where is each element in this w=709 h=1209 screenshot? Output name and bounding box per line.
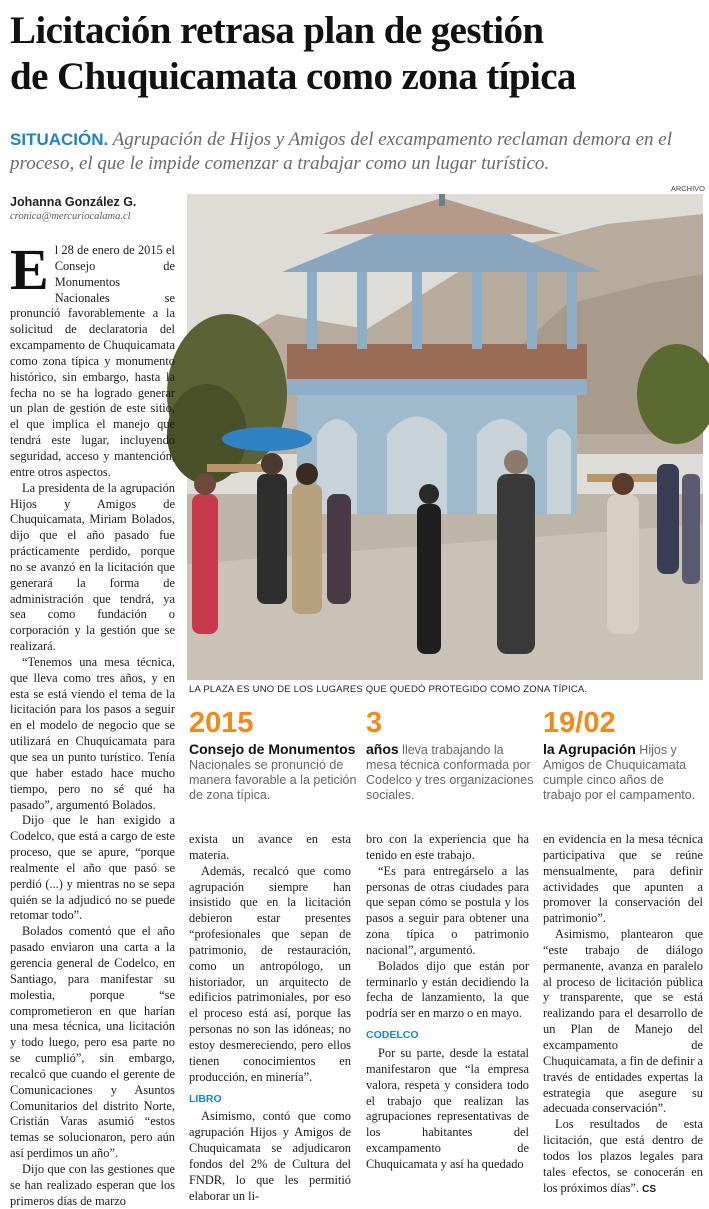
- paragraph: “Tenemos una mesa técnica, que lleva como tres años, y en esta se está viendo el tema de la licitación para los pasos a seguir en el modelo de negocio que se utilizará en Chuquicamata para que sea un punto turístico. Tenía que haber estado hace mucho tiempo, pero no sé qué ha pasado”, argumentó Bolados.: [10, 654, 175, 812]
- kicker: [10, 128, 702, 176]
- end-mark: CS: [642, 1183, 657, 1195]
- paragraph: Por su parte, desde la estatal manifestaron que “la empresa valora, respeta y considera todo el trabajo que realizan las agrupaciones representativas de los habitantes del excampamento de Chuquicamata y así ha quedado: [366, 1045, 529, 1171]
- article-column-1: [10, 237, 175, 1208]
- stat-lead: años: [366, 741, 399, 757]
- paragraph: El 28 de enero de 2015 el Consejo de Monumentos Nacionales se pronunció favorablemente a la solicitud de declaratoria del excampamento de Chuquicamata como zona típica y monumento histórico, sin embargo, hasta la fecha no se ha logrado generar un plan de gestión de este sitio, el que implica el manejo que tendrá este lugar, incluyendo seguridad, acceso y mantención, entre otros aspectos.: [10, 237, 175, 479]
- photo-credit: ARCHIVO: [670, 184, 705, 193]
- paragraph: Los resultados de esta licitación, que está dentro de todos los plazos legales para tales efectos, se conocerán en los próximos días”. CS: [543, 1117, 703, 1195]
- author-email: cronica@mercuriocalama.cl: [10, 211, 131, 222]
- stat-number: 19/02: [543, 707, 616, 739]
- photo-caption: LA PLAZA ES UNO DE LOS LUGARES QUE QUEDÓ PROTEGIDO COMO ZONA TÍPICA.: [189, 684, 588, 695]
- subhead-libro: LIBRO: [189, 1092, 222, 1105]
- headline-line-1: Licitación retrasa plan de gestión: [10, 9, 544, 52]
- stat-rest: Nacionales se pronunció de manera favorable a la petición de zona típica.: [189, 758, 357, 802]
- stat-19-02: [543, 706, 703, 803]
- plaza-photo: [187, 194, 703, 680]
- stat-description: [366, 742, 536, 803]
- paragraph: La presidenta de la agrupación Hijos y Amigos de Chuquicamata, Miriam Bolados, dijo que el año pasado fue prácticamente perdido, porque no se avanzó en la licitación que generará la forma de administración que tendrá, ya sea como fundación o corporación y la gestión que se realizará.: [10, 480, 175, 654]
- paragraph: Bolados dijo que están por terminarlo y están decidiendo la fecha de lanzamiento, la que podría ser en marzo o en mayo.: [366, 958, 529, 1021]
- paragraph: Asimismo, plantearon que “este trabajo de diálogo permanente, avanza en paralelo al proceso de licitación pública y transparente, que se está realizando para el desarrollo de un Plan de Manejo del excampamento de Chuquicamata, a fin de definir a través de entidades expertas la estrategia que asegure su adecuada conservación”.: [543, 927, 703, 1116]
- stat-rest: lleva trabajando la mesa técnica conformada por Codelco y tres organizaciones sociales.: [366, 743, 534, 802]
- paragraph: en evidencia en la mesa técnica participativa que se reúne mensualmente, para definir actividades que apunten a promover la conservación del patrimonio”.: [543, 832, 703, 926]
- paragraph: exista un avance en esta materia.: [189, 832, 351, 862]
- headline: [10, 8, 702, 100]
- paragraph: Dijo que le han exigido a Codelco, que está a cargo de este proceso, que se apure, “porque realmente el año que pasó se perdió (...) y mientras no se sepa quién se la adjudicó no se puede retomar todo”.: [10, 813, 175, 923]
- paragraph: Dijo que con las gestiones que se han realizado esperan que los primeros días de marzo: [10, 1161, 175, 1208]
- paragraph: “Es para entregárselo a las personas de otras ciudades para que sepan cómo se postula y los pasos a seguir para obtener una zona típica o patrimonio nacional”, argumentó.: [366, 863, 529, 957]
- stat-number: 3: [366, 707, 383, 739]
- paragraph: Además, recalcó que como agrupación siempre han insistido que en la licitación debieron estar presentes “profesionales que sepan de patrimonio, de restauración, como un antropólogo, un historiador, un arquitecto de edificios patrimoniales, por eso el proceso está así, porque las personas no son las idóneas; no estoy desmereciendo, pero ellos tienen conocimientos en producción, en minería”.: [189, 863, 351, 1084]
- stat-number: 2015: [189, 707, 254, 739]
- article-column-4: [543, 832, 703, 1195]
- headline-line-2: de Chuquicamata como zona típica: [10, 55, 576, 98]
- stat-description: [189, 742, 359, 803]
- kicker-label: SITUACIÓN.: [10, 130, 109, 149]
- stat-lead: la Agrupación: [543, 741, 636, 757]
- stat-lead: Consejo de Monumentos: [189, 741, 356, 757]
- article-column-3: [366, 832, 529, 1175]
- drop-cap: E: [10, 237, 49, 302]
- paragraph: bro con la experiencia que ha tenido en este trabajo.: [366, 832, 529, 862]
- stat-2015: [189, 706, 359, 803]
- author-name: Johanna González G.: [10, 195, 137, 209]
- paragraph: Asimismo, contó que como agrupación Hijos y Amigos de Chuquicamata se adjudicaron fondos del 2% de Cultura del FNDR, lo que les permitió elaborar un li-: [189, 1109, 351, 1203]
- plaza-kiosk-illustration: [187, 194, 703, 680]
- subhead-codelco: CODELCO: [366, 1029, 419, 1042]
- stat-3: [366, 706, 536, 803]
- byline: [10, 195, 180, 222]
- kicker-text: Agrupación de Hijos y Amigos del excampamento reclaman demora en el proceso, el que le impide comenzar a trabajar como un lugar turístico.: [10, 129, 672, 174]
- paragraph: Bolados comentó que el año pasado enviaron una carta a la gerencia general de Codelco, en Santiago, para manifestar su molestia, porque “se comprometieron en que harían una mesa técnica, una licitación y todo luego, pero esa parte no se cumplió”, sin embargo, recalcó que cuando el gerente de Comunicaciones y Asuntos Comunitarios del distrito Norte, Cristián Varas asumió “estos temas se solucionaron, pero aún así perdimos un año”.: [10, 924, 175, 1161]
- article-column-2: [189, 832, 351, 1203]
- stat-description: [543, 742, 703, 803]
- stat-rest: Hijos y Amigos de Chuquicamata cumple cinco años de trabajo por el campamento.: [543, 743, 696, 802]
